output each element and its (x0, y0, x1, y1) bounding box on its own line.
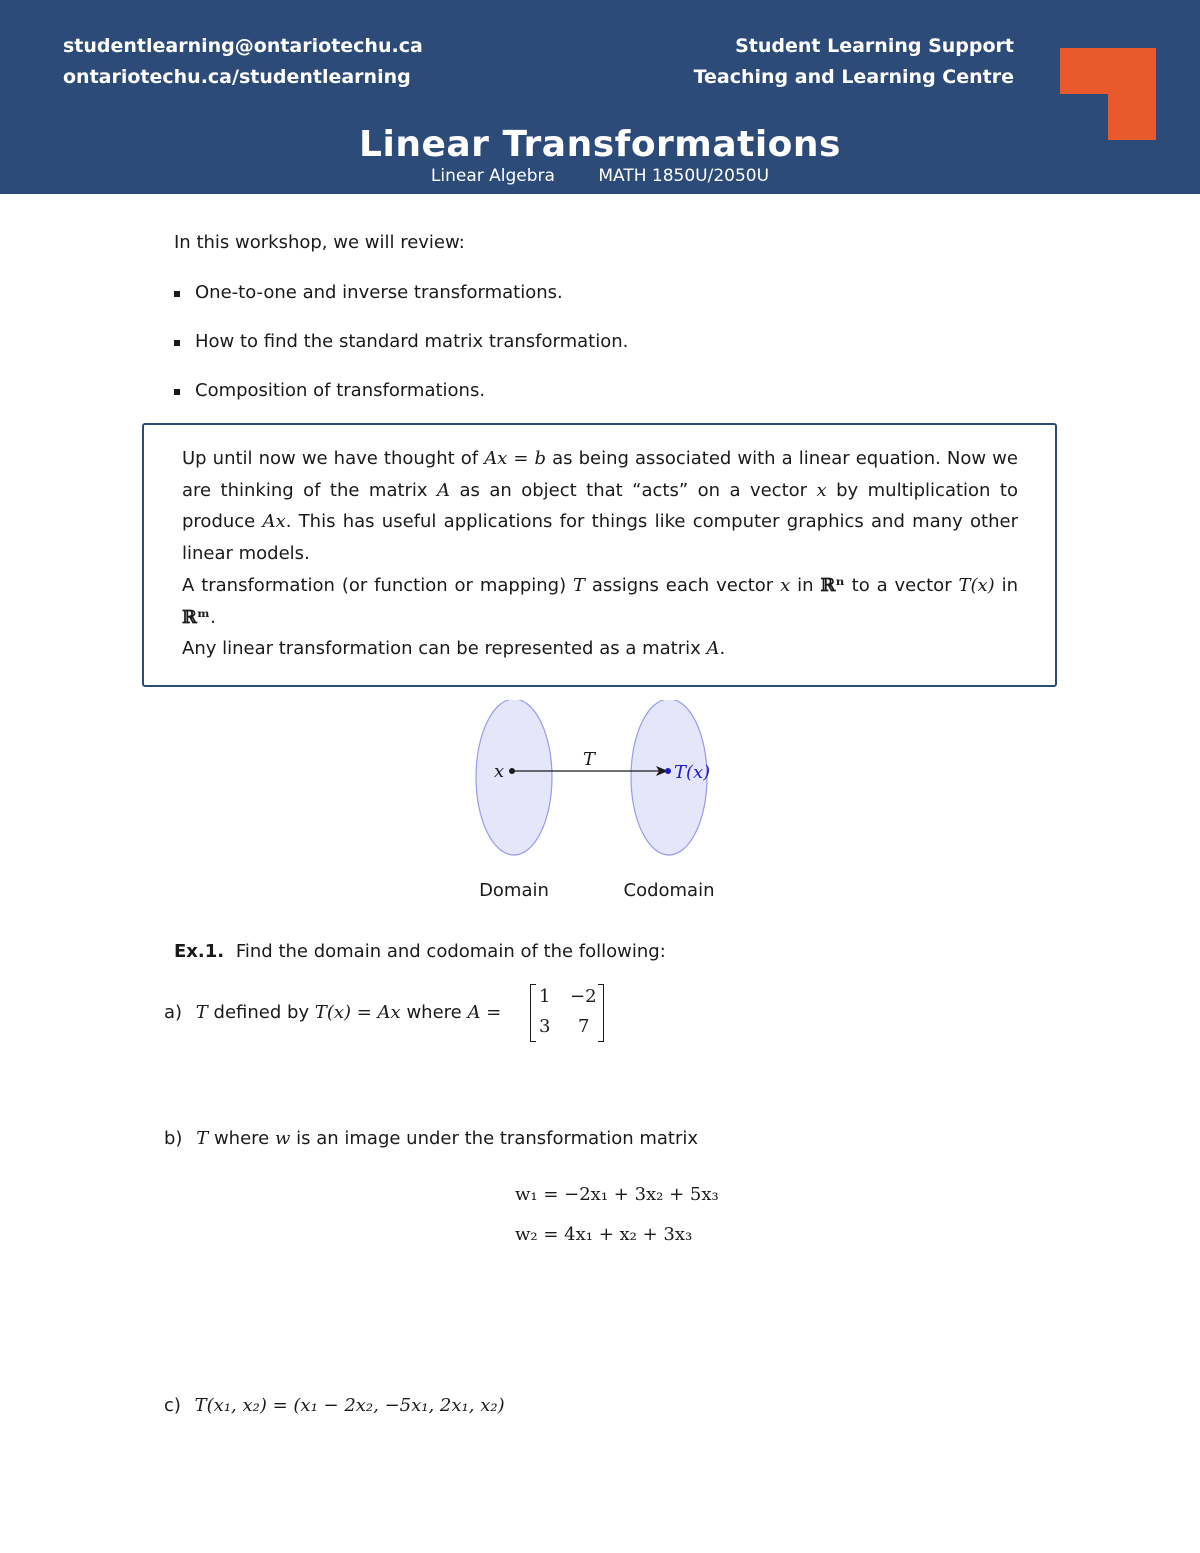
domain-ellipse (476, 700, 552, 855)
example-label: Ex.1. (174, 941, 225, 962)
part-a: a) T defined by T(x) = Ax where A = (164, 1002, 502, 1023)
equation-1: w₁ = −2x₁ + 3x₂ + 5x₃ (515, 1184, 719, 1205)
page-title: Linear Transformations (359, 124, 841, 165)
x-label: x (494, 761, 505, 782)
list-item: One-to-one and inverse transformations. (174, 282, 628, 331)
header-banner (0, 0, 1200, 194)
website-link[interactable]: ontariotechu.ca/studentlearning (63, 66, 411, 88)
definition-paragraph-3: Any linear transformation can be represented as a matrix A. (182, 638, 726, 660)
org-block (694, 31, 1014, 93)
domain-label: Domain (479, 880, 549, 901)
bullet-icon (174, 389, 180, 395)
bullet-icon (174, 340, 180, 346)
part-c: c) T(x₁, x₂) = (x₁ − 2x₂, −5x₁, 2x₁, x₂) (164, 1395, 505, 1416)
matrix-cell: 7 (578, 1016, 590, 1037)
definition-paragraph-1: Up until now we have thought of Ax = b as being associated with a linear equation. Now we are thinking of the matrix A as an object that “acts” on a vector x by multiplication to produce Ax. This has useful applications for things like computer graphics and many other linear models. (182, 448, 1018, 565)
list-item: How to find the standard matrix transformation. (174, 331, 628, 380)
review-list (174, 282, 628, 429)
matrix-cell: 3 (539, 1016, 551, 1037)
contact-block (63, 31, 423, 93)
matrix-cell: −2 (570, 986, 597, 1007)
mapping-diagram (440, 700, 760, 910)
definition-box (142, 423, 1057, 687)
course-label: MATH 1850U/2050U (598, 166, 770, 186)
intro-text: In this workshop, we will review: (174, 232, 465, 253)
right-bracket (598, 984, 604, 1042)
example-heading (174, 941, 666, 962)
part-b: b) T where w is an image under the transformation matrix (164, 1128, 699, 1149)
subject-label: Linear Algebra (430, 166, 555, 186)
left-bracket (530, 984, 536, 1042)
org-line-1: Student Learning Support (735, 35, 1014, 57)
org-line-2: Teaching and Learning Centre (693, 66, 1014, 88)
tx-label: T(x) (674, 762, 711, 783)
list-item: Composition of transformations. (174, 380, 628, 429)
definition-paragraph-2: A transformation (or function or mapping) T assigns each vector x in ℝⁿ to a vector T(x) in ℝᵐ. (182, 574, 1018, 628)
matrix-cell: 1 (539, 986, 551, 1007)
example-prompt: Find the domain and codomain of the following: (235, 941, 666, 962)
matrix-a (530, 984, 604, 1044)
codomain-point (665, 768, 671, 774)
arrow-label: T (583, 749, 596, 770)
equation-2: w₂ = 4x₁ + x₂ + 3x₃ (515, 1224, 693, 1245)
page-subtitle (0, 166, 1200, 186)
email-link[interactable]: studentlearning@ontariotechu.ca (63, 35, 423, 57)
bullet-icon (174, 291, 180, 297)
codomain-label: Codomain (623, 880, 715, 901)
domain-point (509, 768, 515, 774)
